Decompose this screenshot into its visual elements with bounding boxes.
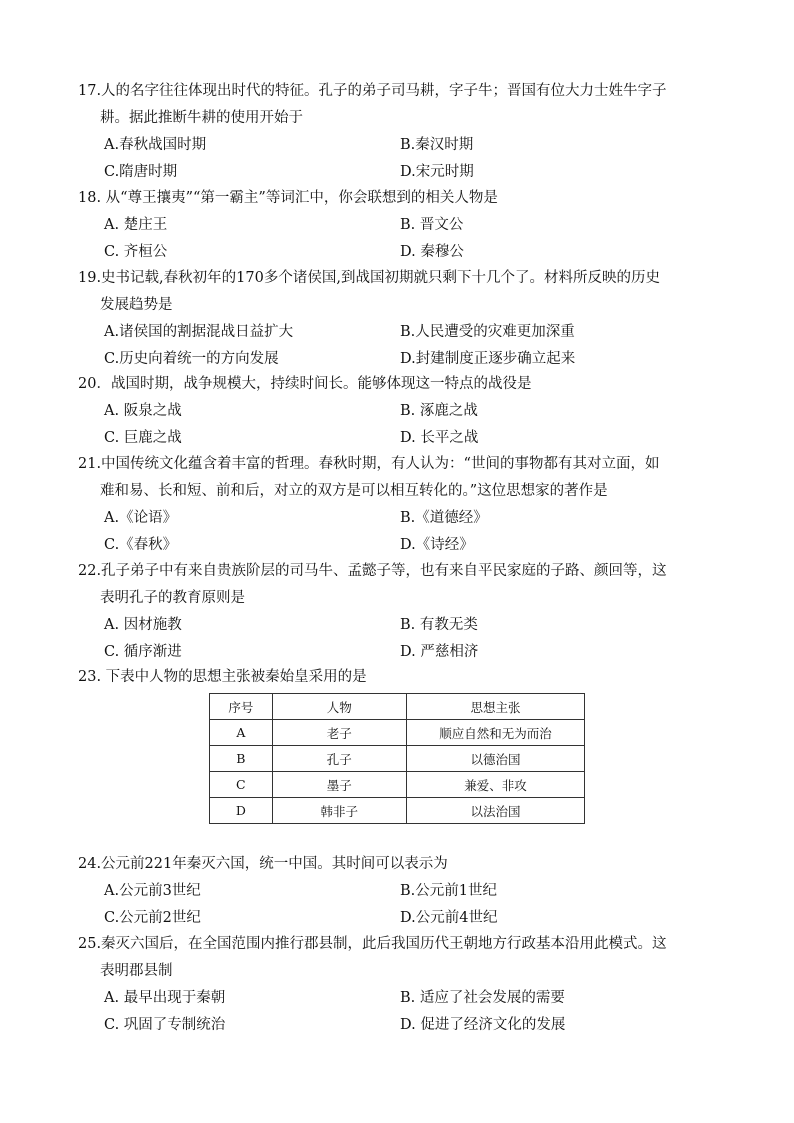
option-a: A.诸侯国的割据混战日益扩大 bbox=[104, 324, 294, 340]
option-c: C.隋唐时期 bbox=[104, 164, 178, 180]
option-a: A. 阪泉之战 bbox=[104, 403, 182, 419]
table-cell: 以法治国 bbox=[406, 798, 584, 824]
table-cell: A bbox=[210, 720, 273, 746]
table-cell: 顺应自然和无为而治 bbox=[406, 720, 584, 746]
stem-line: 18. 从“尊王攘夷”“第一霸主”等词汇中，你会联想到的相关人物是 bbox=[78, 190, 498, 206]
table-row bbox=[210, 720, 585, 746]
stem-line: 25.秦灭六国后，在全国范围内推行郡县制，此后我国历代王朝地方行政基本沿用此模式。这 bbox=[78, 936, 667, 952]
question-stem bbox=[78, 265, 723, 319]
option-row bbox=[78, 905, 723, 932]
stem-line: 20．战国时期，战争规模大，持续时间长。能够体现这一特点的战役是 bbox=[78, 376, 532, 392]
option-d: D.宋元时期 bbox=[400, 164, 474, 180]
option-b: B. 晋文公 bbox=[400, 217, 464, 233]
option-d: D.公元前4世纪 bbox=[400, 910, 498, 926]
question-22 bbox=[78, 558, 723, 666]
question-21 bbox=[78, 451, 723, 559]
table-cell: 老子 bbox=[272, 720, 406, 746]
table-row bbox=[210, 746, 585, 772]
option-row bbox=[78, 505, 723, 532]
option-row bbox=[78, 425, 723, 452]
option-c: C.公元前2世纪 bbox=[104, 910, 201, 926]
stem-line: 表明郡县制 bbox=[100, 963, 173, 979]
table-row bbox=[210, 798, 585, 824]
option-row bbox=[78, 159, 723, 186]
table-cell: B bbox=[210, 746, 273, 772]
table-header-cell: 序号 bbox=[210, 694, 273, 720]
stem-line: 21.中国传统文化蕴含着丰富的哲理。春秋时期，有人认为：“世间的事物都有其对立面，如 bbox=[78, 456, 660, 472]
table-header-row bbox=[210, 694, 585, 720]
stem-line: 24.公元前221年秦灭六国，统一中国。其时间可以表示为 bbox=[78, 856, 448, 872]
option-d: D. 秦穆公 bbox=[400, 244, 464, 260]
question-stem bbox=[78, 558, 723, 612]
table-header-cell: 思想主张 bbox=[406, 694, 584, 720]
table-cell: 墨子 bbox=[272, 772, 406, 798]
table-row bbox=[210, 772, 585, 798]
option-c: C. 巩固了专制统治 bbox=[104, 1017, 226, 1033]
question-stem bbox=[78, 371, 723, 398]
option-d: D.《诗经》 bbox=[400, 537, 474, 553]
table-cell: 韩非子 bbox=[272, 798, 406, 824]
option-d: D. 长平之战 bbox=[400, 430, 479, 446]
stem-line: 发展趋势是 bbox=[100, 297, 173, 313]
option-row bbox=[78, 878, 723, 905]
table-header-cell: 人物 bbox=[272, 694, 406, 720]
question-23 bbox=[78, 664, 723, 691]
question-25 bbox=[78, 931, 723, 1039]
table-cell: C bbox=[210, 772, 273, 798]
option-b: B. 适应了社会发展的需要 bbox=[400, 990, 565, 1006]
option-a: A.春秋战国时期 bbox=[104, 137, 207, 153]
question-24 bbox=[78, 851, 723, 932]
option-row bbox=[78, 398, 723, 425]
option-a: A.公元前3世纪 bbox=[104, 883, 201, 899]
option-a: A.《论语》 bbox=[104, 510, 178, 526]
option-c: C. 巨鹿之战 bbox=[104, 430, 182, 446]
option-row bbox=[78, 132, 723, 159]
option-b: B. 涿鹿之战 bbox=[400, 403, 478, 419]
table-cell: 兼爱、非攻 bbox=[406, 772, 584, 798]
option-row bbox=[78, 532, 723, 559]
table-cell: 以德治国 bbox=[406, 746, 584, 772]
option-b: B.秦汉时期 bbox=[400, 137, 474, 153]
stem-line: 23. 下表中人物的思想主张被秦始皇采用的是 bbox=[78, 669, 367, 685]
stem-line: 表明孔子的教育原则是 bbox=[100, 590, 245, 606]
option-b: B. 有教无类 bbox=[400, 617, 478, 633]
option-row bbox=[78, 1012, 723, 1039]
question-17 bbox=[78, 78, 723, 186]
option-b: B.人民遭受的灾难更加深重 bbox=[400, 324, 575, 340]
table-cell: 孔子 bbox=[272, 746, 406, 772]
option-row bbox=[78, 612, 723, 639]
option-c: C. 齐桓公 bbox=[104, 244, 168, 260]
thinkers-table bbox=[209, 693, 585, 824]
option-row bbox=[78, 639, 723, 666]
option-row bbox=[78, 985, 723, 1012]
option-a: A. 因材施教 bbox=[104, 617, 182, 633]
option-c: C.《春秋》 bbox=[104, 537, 178, 553]
stem-line: 耕。据此推断牛耕的使用开始于 bbox=[100, 110, 303, 126]
option-c: C. 循序渐进 bbox=[104, 644, 182, 660]
option-row bbox=[78, 319, 723, 346]
question-20 bbox=[78, 371, 723, 452]
stem-line: 17.人的名字往往体现出时代的特征。孔子的弟子司马耕，字子牛；晋国有位大力士姓牛字子 bbox=[78, 83, 667, 99]
option-d: D.封建制度正逐步确立起来 bbox=[400, 351, 576, 367]
question-stem bbox=[78, 931, 723, 985]
option-row bbox=[78, 346, 723, 373]
question-19 bbox=[78, 265, 723, 373]
stem-line: 19.史书记载,春秋初年的170多个诸侯国,到战国初期就只剩下十几个了。材料所反映的历史 bbox=[78, 270, 660, 286]
stem-line: 22.孔子弟子中有来自贵族阶层的司马牛、孟懿子等，也有来自平民家庭的子路、颜回等，这 bbox=[78, 563, 667, 579]
option-d: D. 促进了经济文化的发展 bbox=[400, 1017, 566, 1033]
table-cell: D bbox=[210, 798, 273, 824]
question-stem bbox=[78, 451, 723, 505]
option-b: B.公元前1世纪 bbox=[400, 883, 497, 899]
question-stem bbox=[78, 78, 723, 132]
question-stem bbox=[78, 185, 723, 212]
stem-line: 难和易、长和短、前和后，对立的双方是可以相互转化的。”这位思想家的著作是 bbox=[100, 483, 608, 499]
option-row bbox=[78, 212, 723, 239]
option-row bbox=[78, 239, 723, 266]
question-stem bbox=[78, 664, 723, 691]
question-18 bbox=[78, 185, 723, 266]
question-stem bbox=[78, 851, 723, 878]
option-b: B.《道德经》 bbox=[400, 510, 488, 526]
option-a: A. 楚庄王 bbox=[104, 217, 168, 233]
option-c: C.历史向着统一的方向发展 bbox=[104, 351, 279, 367]
option-a: A. 最早出现于秦朝 bbox=[104, 990, 226, 1006]
option-d: D. 严慈相济 bbox=[400, 644, 479, 660]
